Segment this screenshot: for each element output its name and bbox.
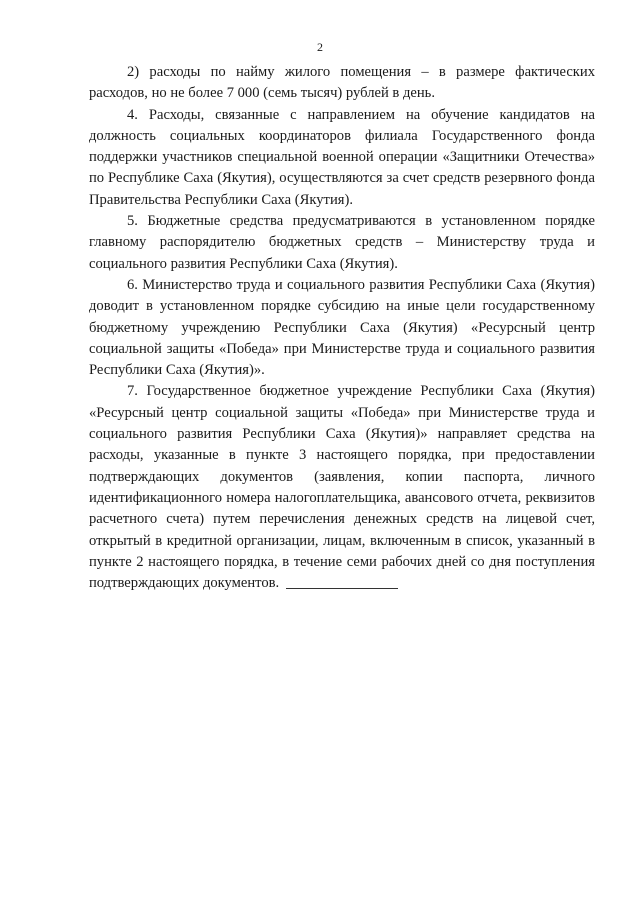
- paragraph-7-institution-payments: 7. Государственное бюджетное учреждение Республики Саха (Якутия) «Ресурсный центр социальной защиты «Победа» при Министерстве труда и социального развития Республики Саха (Якутия)» направляет средства на расходы, указанные в пункте 3 настоящего порядка, при предоставлении подтверждающих документов (заявления, копии паспорта, личного идентификационного номера налогоплательщика, авансового отчета, реквизитов расчетного счета) путем перечисления денежных средств на лицевой счет, открытый в кредитной организации, лицам, включенным в список, указанный в пункте 2 настоящего порядка, в течение семи рабочих дней со дня поступления подтверждающих документов.: [89, 383, 595, 592]
- end-separator-line: [286, 588, 398, 589]
- paragraph-5-budget-funds: 5. Бюджетные средства предусматриваются в установленном порядке главному распорядителю бюджетных средств – Министерству труда и социального развития Республики Саха (Якутия).: [89, 213, 595, 272]
- paragraph-item-2-housing: 2) расходы по найму жилого помещения – в размере фактических расходов, но не более 7 000 (семь тысяч) рублей в день.: [89, 64, 595, 102]
- document-body: [89, 62, 595, 594]
- page-number: 2: [317, 40, 323, 54]
- paragraph-6-ministry-subsidy: 6. Министерство труда и социального развития Республики Саха (Якутия) доводит в установленном порядке субсидию на иные цели государственному бюджетному учреждению Республики Саха (Якутия) «Ресурсный центр социальной защиты «Победа» при Министерстве труда и социального развития Республики Саха (Якутия)».: [89, 276, 595, 379]
- paragraph-4-training-expenses: 4. Расходы, связанные с направлением на обучение кандидатов на должность социальных координаторов филиала Государственного фонда поддержки участников специальной военной операции «Защитники Отечества» по Республике Саха (Якутия), осуществляются за счет средств резервного фонда Правительства Республики Саха (Якутия).: [89, 106, 595, 208]
